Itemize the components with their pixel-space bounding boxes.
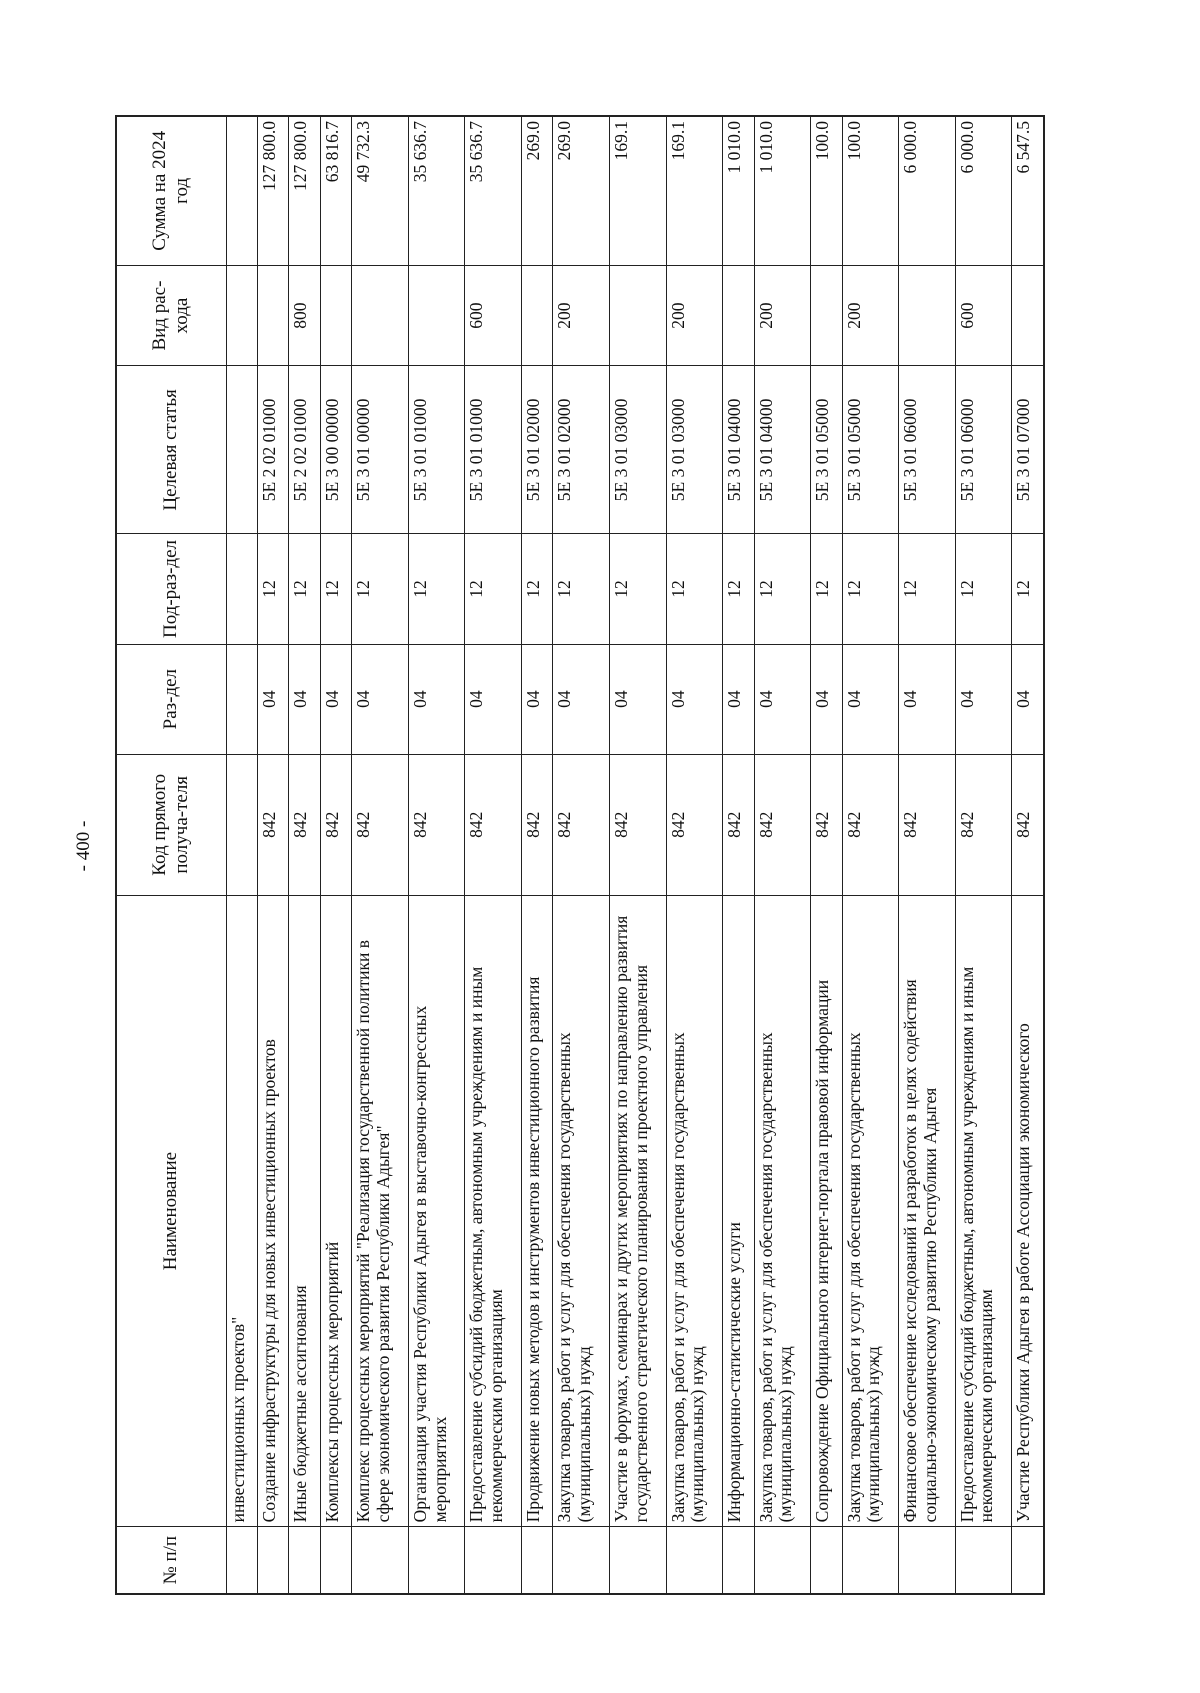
header-razdel: Раз-дел <box>116 644 226 754</box>
cell-target: 5E 3 01 04000 <box>754 366 811 534</box>
cell-num <box>408 1527 465 1594</box>
cell-sum: 1 010.0 <box>754 116 811 265</box>
cell-num <box>754 1527 811 1594</box>
cell-num <box>352 1527 409 1594</box>
cell-num <box>723 1527 754 1594</box>
cell-code: 842 <box>289 754 320 895</box>
header-num: № п/п <box>116 1527 226 1594</box>
cell-name: Иные бюджетные ассигнования <box>289 895 320 1527</box>
cell-name: Предоставление субсидий бюджетным, автономным учреждениям и иным некоммерческим организациям <box>465 895 522 1527</box>
cell-code: 842 <box>955 754 1012 895</box>
cell-podrazdel: 12 <box>842 534 899 644</box>
table-row <box>610 116 667 1594</box>
cell-num <box>811 1527 842 1594</box>
cell-name: Организация участия Республики Адыгея в выставочно-конгрессных мероприятиях <box>408 895 465 1527</box>
cell-target: 5E 3 01 01000 <box>465 366 522 534</box>
header-code: Код прямого получа-теля <box>116 754 226 895</box>
cell-target: 5E 3 01 04000 <box>723 366 754 534</box>
cell-vid: 200 <box>553 265 610 366</box>
cell-num <box>666 1527 723 1594</box>
cell-podrazdel <box>226 534 257 644</box>
cell-podrazdel: 12 <box>522 534 553 644</box>
table-row <box>1012 116 1044 1594</box>
cell-sum: 169.1 <box>610 116 667 265</box>
cell-code: 842 <box>257 754 288 895</box>
cell-vid <box>257 265 288 366</box>
cell-num <box>320 1527 351 1594</box>
cell-vid: 600 <box>955 265 1012 366</box>
cell-podrazdel: 12 <box>408 534 465 644</box>
cell-vid <box>610 265 667 366</box>
cell-name: Финансовое обеспечение исследований и разработок в целях содействия социально-экономическому развитию Республики Адыгея <box>899 895 956 1527</box>
cell-num <box>842 1527 899 1594</box>
cell-name: Закупка товаров, работ и услуг для обеспечения государственных (муниципальных) нужд <box>553 895 610 1527</box>
cell-name: Закупка товаров, работ и услуг для обеспечения государственных (муниципальных) нужд <box>666 895 723 1527</box>
cell-num <box>899 1527 956 1594</box>
cell-razdel: 04 <box>408 644 465 754</box>
cell-code: 842 <box>1012 754 1044 895</box>
cell-name: Сопровождение Официального интернет-портала правовой информации <box>811 895 842 1527</box>
cell-razdel: 04 <box>289 644 320 754</box>
cell-sum: 6 000.0 <box>899 116 956 265</box>
cell-sum: 127 800.0 <box>289 116 320 265</box>
cell-sum: 100.0 <box>811 116 842 265</box>
cell-vid <box>899 265 956 366</box>
cell-sum: 169.1 <box>666 116 723 265</box>
table-row <box>754 116 811 1594</box>
cell-razdel: 04 <box>955 644 1012 754</box>
cell-vid: 600 <box>465 265 522 366</box>
cell-target: 5E 3 01 02000 <box>522 366 553 534</box>
cell-name: Предоставление субсидий бюджетным, автономным учреждениям и иным некоммерческим организациям <box>955 895 1012 1527</box>
cell-vid: 200 <box>842 265 899 366</box>
cell-podrazdel: 12 <box>553 534 610 644</box>
table-row <box>955 116 1012 1594</box>
cell-razdel: 04 <box>754 644 811 754</box>
cell-sum: 269.0 <box>522 116 553 265</box>
header-vid: Вид рас-хода <box>116 265 226 366</box>
cell-podrazdel: 12 <box>811 534 842 644</box>
table-row <box>666 116 723 1594</box>
cell-podrazdel: 12 <box>666 534 723 644</box>
cell-razdel: 04 <box>1012 644 1044 754</box>
cell-num <box>1012 1527 1044 1594</box>
cell-razdel: 04 <box>899 644 956 754</box>
cell-code: 842 <box>553 754 610 895</box>
cell-target: 5E 3 00 00000 <box>320 366 351 534</box>
cell-code: 842 <box>811 754 842 895</box>
cell-sum: 35 636.7 <box>408 116 465 265</box>
cell-podrazdel: 12 <box>465 534 522 644</box>
cell-razdel: 04 <box>352 644 409 754</box>
cell-code: 842 <box>842 754 899 895</box>
cell-code: 842 <box>610 754 667 895</box>
cell-razdel: 04 <box>320 644 351 754</box>
table-row <box>723 116 754 1594</box>
cell-podrazdel: 12 <box>610 534 667 644</box>
cell-code: 842 <box>666 754 723 895</box>
cell-razdel: 04 <box>610 644 667 754</box>
cell-podrazdel: 12 <box>955 534 1012 644</box>
cell-target: 5E 3 01 01000 <box>408 366 465 534</box>
table-row <box>842 116 899 1594</box>
table-row <box>553 116 610 1594</box>
cell-code: 842 <box>352 754 409 895</box>
cell-code: 842 <box>408 754 465 895</box>
cell-name: Участие Республики Адыгея в работе Ассоциации экономического <box>1012 895 1044 1527</box>
cell-vid: 200 <box>666 265 723 366</box>
cell-target: 5E 3 01 05000 <box>842 366 899 534</box>
cell-sum: 63 816.7 <box>320 116 351 265</box>
header-name: Наименование <box>116 895 226 1527</box>
cell-target: 5E 3 01 05000 <box>811 366 842 534</box>
cell-num <box>257 1527 288 1594</box>
cell-vid <box>811 265 842 366</box>
cell-target: 5E 3 01 07000 <box>1012 366 1044 534</box>
page-number: - 400 - <box>73 820 94 872</box>
cell-vid <box>723 265 754 366</box>
cell-name: Участие в форумах, семинарах и других мероприятиях по направлению развития государственного стратегического планирования и проектного управления <box>610 895 667 1527</box>
cell-target: 5E 3 01 06000 <box>899 366 956 534</box>
table-row <box>352 116 409 1594</box>
cell-razdel: 04 <box>553 644 610 754</box>
cell-razdel: 04 <box>811 644 842 754</box>
cell-vid <box>522 265 553 366</box>
cell-sum: 1 010.0 <box>723 116 754 265</box>
cell-razdel: 04 <box>522 644 553 754</box>
cell-vid <box>320 265 351 366</box>
cell-name: Создание инфраструктуры для новых инвестиционных проектов <box>257 895 288 1527</box>
table-row <box>522 116 553 1594</box>
cell-razdel: 04 <box>723 644 754 754</box>
cell-target: 5E 3 01 00000 <box>352 366 409 534</box>
cell-target: 5E 3 01 03000 <box>610 366 667 534</box>
cell-razdel: 04 <box>666 644 723 754</box>
cell-name: инвестиционных проектов" <box>226 895 257 1527</box>
cell-name: Закупка товаров, работ и услуг для обеспечения государственных (муниципальных) нужд <box>754 895 811 1527</box>
cell-podrazdel: 12 <box>257 534 288 644</box>
cell-code: 842 <box>320 754 351 895</box>
cell-code: 842 <box>899 754 956 895</box>
cell-podrazdel: 12 <box>899 534 956 644</box>
table-row <box>408 116 465 1594</box>
cell-vid <box>408 265 465 366</box>
cell-name: Продвижение новых методов и инструментов инвестиционного развития <box>522 895 553 1527</box>
cell-code: 842 <box>723 754 754 895</box>
table-row <box>257 116 288 1594</box>
cell-podrazdel: 12 <box>723 534 754 644</box>
cell-target: 5E 3 01 03000 <box>666 366 723 534</box>
cell-razdel: 04 <box>257 644 288 754</box>
cell-razdel: 04 <box>842 644 899 754</box>
cell-vid: 800 <box>289 265 320 366</box>
cell-num <box>465 1527 522 1594</box>
budget-table-sheet <box>115 115 1045 1595</box>
table-row <box>320 116 351 1594</box>
cell-code: 842 <box>522 754 553 895</box>
cell-num <box>610 1527 667 1594</box>
budget-table <box>115 115 1045 1595</box>
cell-podrazdel: 12 <box>289 534 320 644</box>
cell-target: 5E 3 01 06000 <box>955 366 1012 534</box>
table-row <box>289 116 320 1594</box>
table-header-row <box>116 116 226 1594</box>
header-podrazdel: Под-раз-дел <box>116 534 226 644</box>
header-sum: Сумма на 2024 год <box>116 116 226 265</box>
cell-vid <box>226 265 257 366</box>
cell-num <box>553 1527 610 1594</box>
cell-num <box>289 1527 320 1594</box>
table-row <box>811 116 842 1594</box>
cell-num <box>955 1527 1012 1594</box>
cell-name: Закупка товаров, работ и услуг для обеспечения государственных (муниципальных) нужд <box>842 895 899 1527</box>
cell-podrazdel: 12 <box>320 534 351 644</box>
cell-target: 5E 2 02 01000 <box>289 366 320 534</box>
cell-code: 842 <box>754 754 811 895</box>
cell-sum: 35 636.7 <box>465 116 522 265</box>
cell-code: 842 <box>465 754 522 895</box>
cell-podrazdel: 12 <box>1012 534 1044 644</box>
cell-sum: 127 800.0 <box>257 116 288 265</box>
cell-sum: 100.0 <box>842 116 899 265</box>
cell-code <box>226 754 257 895</box>
cell-target: 5E 2 02 01000 <box>257 366 288 534</box>
cell-sum: 49 732.3 <box>352 116 409 265</box>
cell-target: 5E 3 01 02000 <box>553 366 610 534</box>
cell-razdel <box>226 644 257 754</box>
cell-sum <box>226 116 257 265</box>
cell-podrazdel: 12 <box>352 534 409 644</box>
cell-sum: 6 000.0 <box>955 116 1012 265</box>
cell-vid <box>1012 265 1044 366</box>
cell-name: Комплекс процессных мероприятий "Реализация государственной политики в сфере экономического развития Республики Адыгея" <box>352 895 409 1527</box>
cell-target <box>226 366 257 534</box>
cell-vid <box>352 265 409 366</box>
cell-podrazdel: 12 <box>754 534 811 644</box>
cell-vid: 200 <box>754 265 811 366</box>
header-target: Целевая статья <box>116 366 226 534</box>
cell-name: Комплексы процессных мероприятий <box>320 895 351 1527</box>
cell-name: Информационно-статистические услуги <box>723 895 754 1527</box>
table-row <box>465 116 522 1594</box>
cell-num <box>226 1527 257 1594</box>
cell-sum: 6 547.5 <box>1012 116 1044 265</box>
cell-razdel: 04 <box>465 644 522 754</box>
table-row <box>226 116 257 1594</box>
cell-num <box>522 1527 553 1594</box>
table-row <box>899 116 956 1594</box>
cell-sum: 269.0 <box>553 116 610 265</box>
